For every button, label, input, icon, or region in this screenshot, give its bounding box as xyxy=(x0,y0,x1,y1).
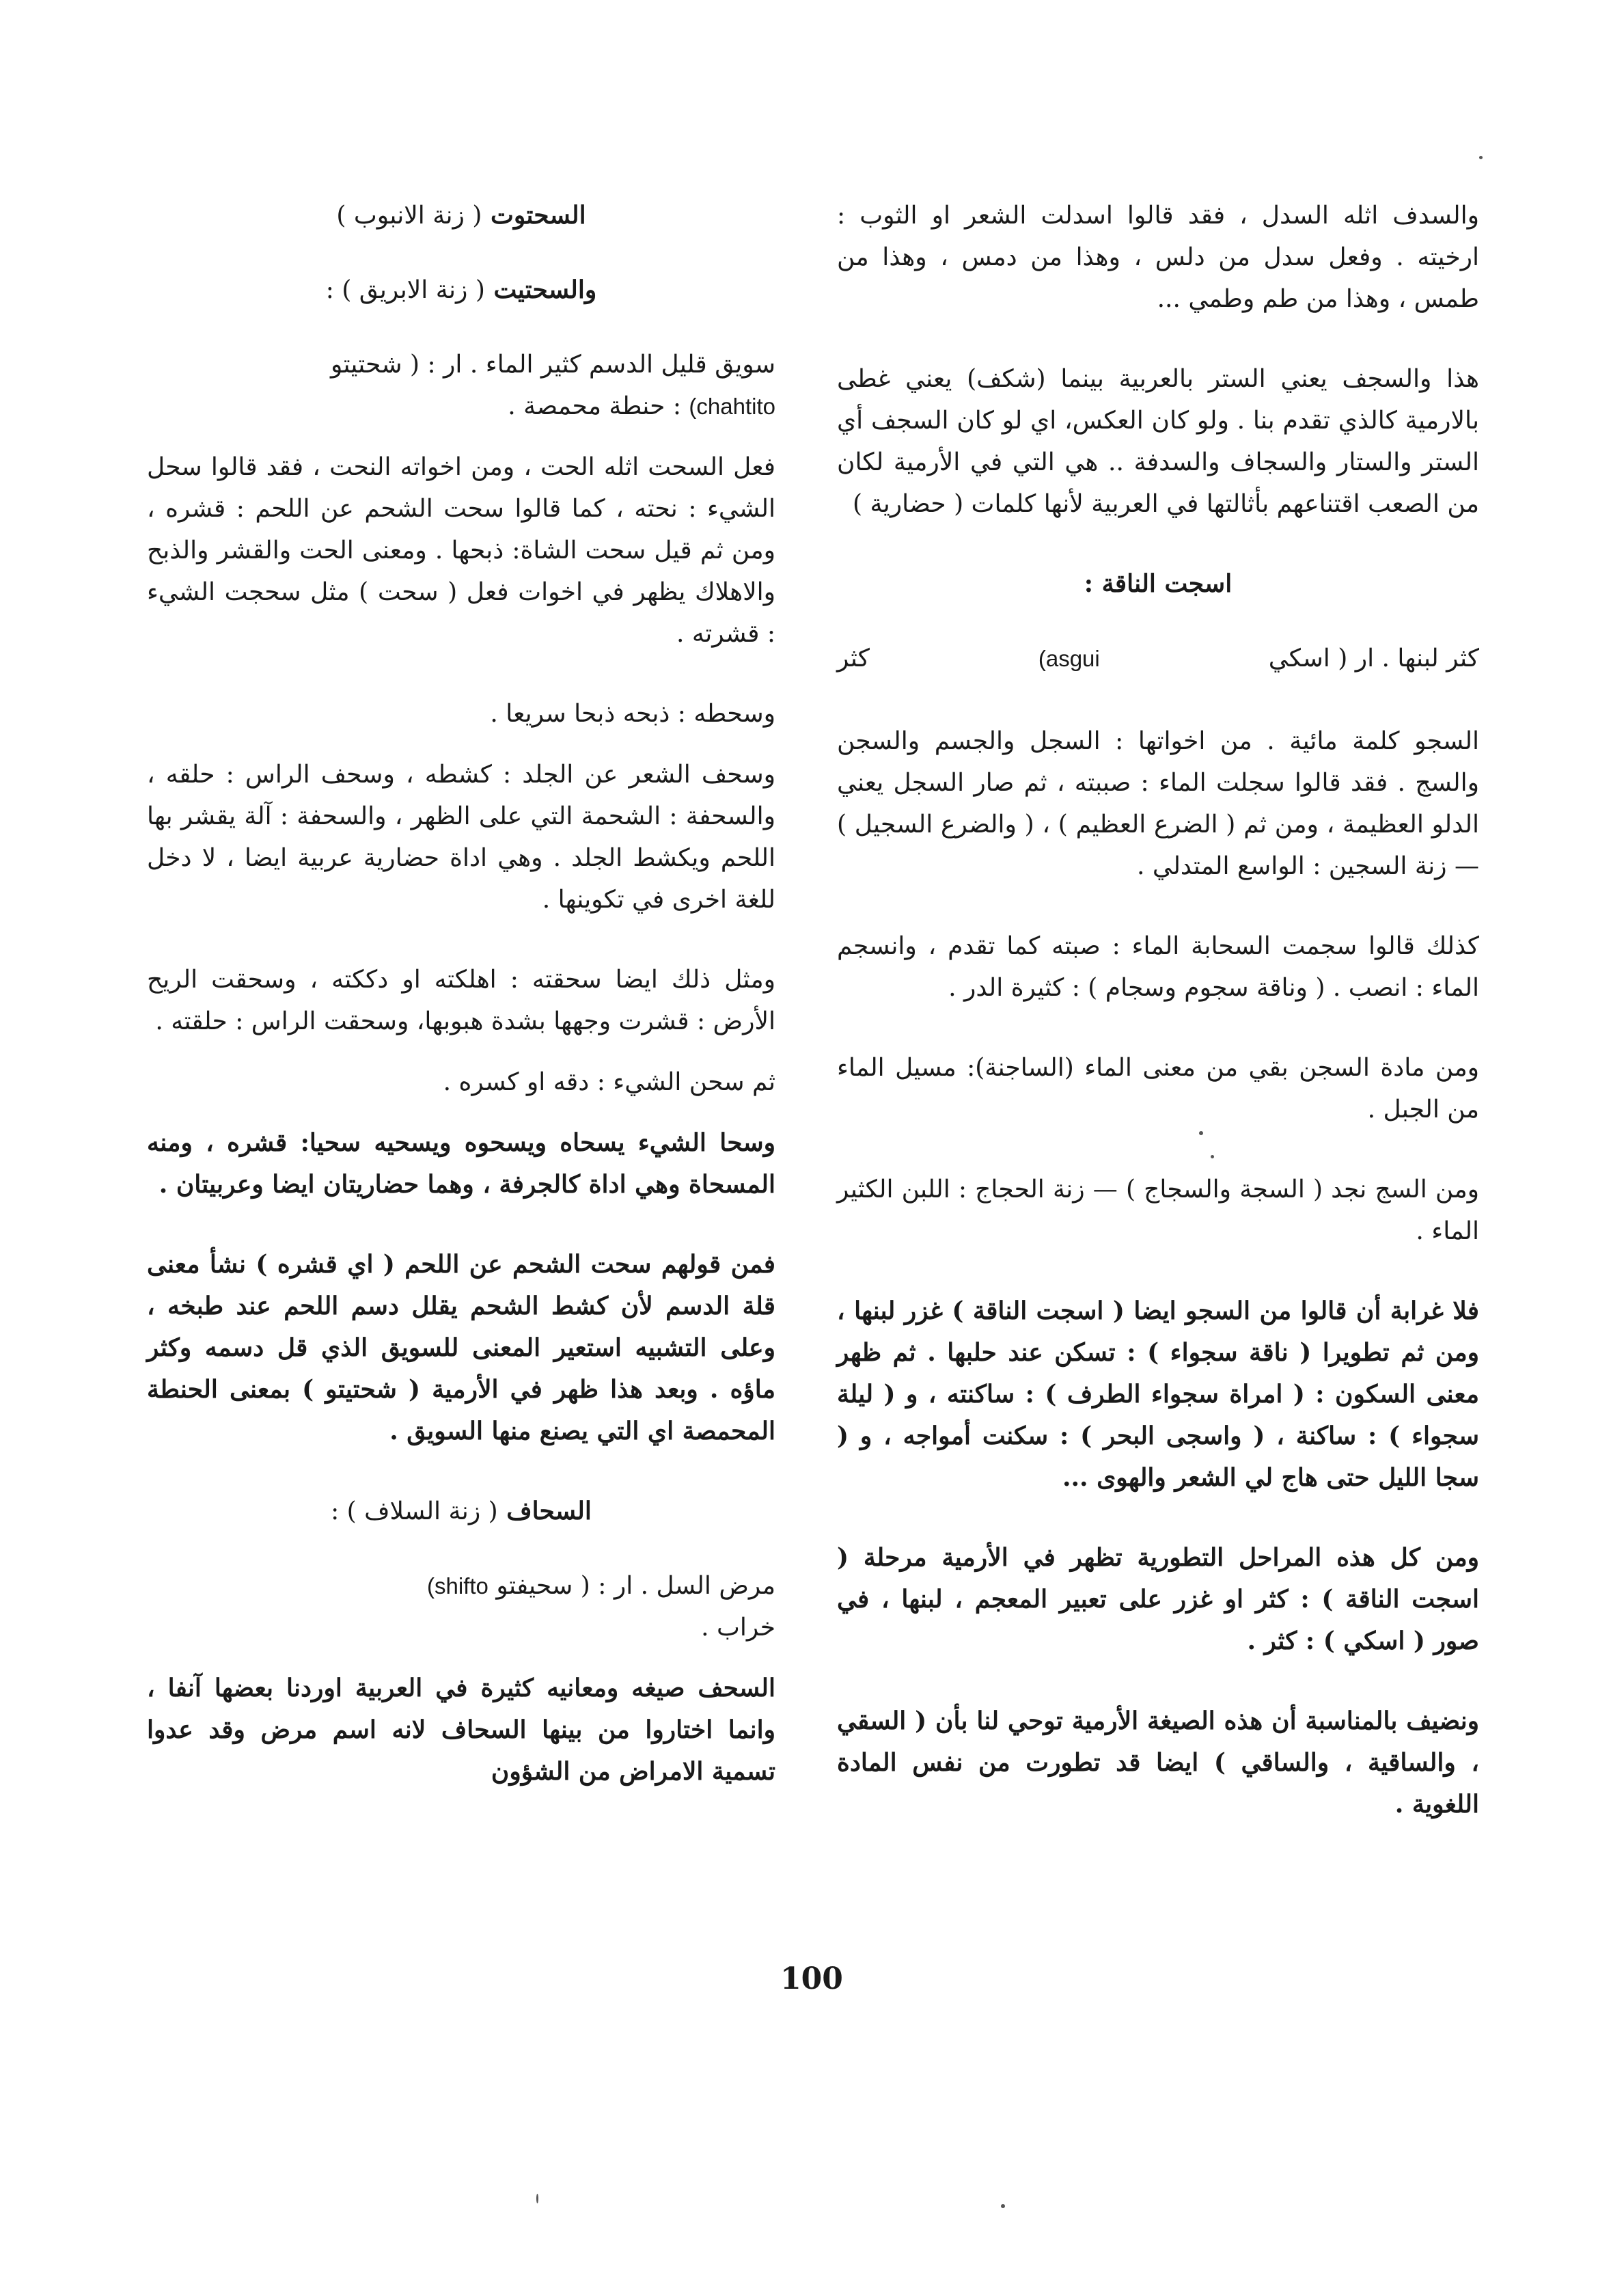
paragraph: السحف صيغه ومعانيه كثيرة في العربية اوردنا بعضها آنفا ، وانما اختاروا من بينها السحاف لانه اسم مرض وقد عدوا تسمية الامراض من الشؤون xyxy=(147,1674,775,1786)
scan-speck xyxy=(1479,156,1483,159)
paragraph: وسحا الشيء يسحاه ويسحوه ويسحيه سحيا: قشره ، ومنه المسحاة وهي اداة كالجرفة ، وهما حضاريتان ايضا وعربيتان . xyxy=(147,1128,775,1199)
paragraph: فعل السحت اثله الحت ، ومن اخواته النحت ، فقد قالوا سحل الشيء : نحته ، كما قالوا سحت الشحم عن اللحم : قشره ، ومن ثم قيل سحت الشاة: ذبحها . ومعنى الحت والقشر والذبح والاهلاك يظهر في اخوات فعل ( سحت ) مثل سحجت الشيء : قشرته . xyxy=(147,453,775,648)
paragraph: وسحف الشعر عن الجلد : كشطه ، وسحف الراس : حلقه ، والسحفة : الشحمة التي على الظهر ، والسحفة : آلة يقشر بها اللحم ويكشط الجلد . وهي اداة حضارية عربية ايضا ، لا دخل للغة اخرى في تكوينها . xyxy=(147,761,775,914)
definition-line-2 xyxy=(147,385,775,427)
paragraph: ومن كل هذه المراحل التطورية تظهر في الأرمية مرحلة ( اسجت الناقة ) : كثر او غزر على تعبير المعجم ، لبنها ، في صور ( اسكي ) : كثر . xyxy=(837,1543,1479,1655)
right-column xyxy=(837,195,1479,1864)
definition-text: كثر لبنها . ار ( اسكي xyxy=(1268,644,1479,672)
transliteration: (shifto xyxy=(427,1573,488,1599)
heading-pattern: ( زنة الانبوب ) xyxy=(336,202,482,230)
entry-heading-asjat: اسجت الناقة : xyxy=(1084,569,1233,598)
entry-heading-suhaf xyxy=(147,1491,775,1532)
scan-speck xyxy=(1001,2204,1005,2208)
definition-gloss: : حنطة محمصة . xyxy=(508,392,681,420)
heading-word: والسحتيت xyxy=(493,275,597,304)
paragraph: ومن مادة السجن بقي من معنى الماء (الساجنة): مسيل الماء من الجبل . xyxy=(837,1054,1479,1124)
paragraph: ثم سحن الشيء : دقه او كسره . xyxy=(443,1068,775,1096)
transliteration: (asgui xyxy=(1038,646,1100,671)
heading-pattern: ( زنة السلاف ) : xyxy=(331,1497,498,1525)
paragraph: ونضيف بالمناسبة أن هذه الصيغة الأرمية توحي لنا بأن ( السقي ، والساقية ، والساقي ) ايضا قد تطورت من نفس المادة اللغوية . xyxy=(837,1707,1479,1819)
paragraph: ومثل ذلك ايضا سحقته : اهلكته او دككته ، وسحقت الريح الأرض : قشرت وجهها بشدة هبوبها، وسحقت الراس : حلقته . xyxy=(147,966,775,1035)
paragraph: السجو كلمة مائية . من اخواتها : السجل والجسم والسجن والسج . فقد قالوا سجلت الماء : صببته ، ثم صار السجل يعني الدلو العظيمة ، ومن ثم ( الضرع العظيم ) ، ( والضرع السجيل ) — زنة السجين : الواسع المتدلي . xyxy=(837,727,1479,880)
paragraph: ومن السج نجد ( السجة والسجاج ) — زنة الحجاج : اللبن الكثير الماء . xyxy=(837,1175,1479,1245)
paragraph: فلا غرابة أن قالوا من السجو ايضا ( اسجت الناقة ) غزر لبنها ، ومن ثم تطويرا ( ناقة سجواء ) : تسكن عند حلبها . ثم ظهر معنى السكون : ( امراة سجواء الطرف ) : ساكنته ، و ( ليلة سجواء ) : ساكنة ، ( واسجى البحر ) : سكنت أمواجه ، و ( سجا الليل حتى هاج لي الشعر والهوى ... xyxy=(837,1296,1479,1492)
heading-pattern: ( زنة الابريق ) : xyxy=(325,276,485,304)
page-number: 100 xyxy=(780,1961,843,1996)
transliteration: (chahtito xyxy=(689,394,775,419)
entry-definition-asjat xyxy=(837,638,1479,679)
scan-speck xyxy=(536,2194,538,2203)
paragraph: والسدف اثله السدل ، فقد قالوا اسدلت الشعر او الثوب : ارخيته . وفعل سدل من دلس ، وهذا من دمس ، وهذا من طمس ، وهذا من طم وطمي ... xyxy=(837,202,1479,313)
definition-gloss: كثر xyxy=(837,644,870,672)
entry-heading-sahtut xyxy=(147,195,775,236)
definition-text: مرض السل . ار : ( سحيفتو xyxy=(496,1572,775,1600)
paragraph: هذا والسجف يعني الستر بالعربية بينما (شكف) يعني غطى بالارمية كالذي تقدم بنا . ولو كان العكس، اي لو كان السجف أي الستر والستار والسجاف والسدفة .. هي التي في الأرمية لكان من الصعب اقتناعهم بأثالتها في العربية لأنها كلمات ( حضارية ) xyxy=(837,365,1479,518)
entry-definition-suhaf xyxy=(147,1565,775,1648)
paragraph: وسحطه : ذبحه ذبحا سريعا . xyxy=(490,700,775,728)
paragraph: كذلك قالوا سجمت السحابة الماء : صبته كما تقدم ، وانسجم الماء : انصب . ( وناقة سجوم وسجام ) : كثيرة الدر . xyxy=(837,932,1479,1002)
entry-definition-sahtit xyxy=(147,344,775,427)
scan-speck xyxy=(1199,1131,1203,1135)
heading-word: السحتوت xyxy=(490,201,586,230)
scan-speck xyxy=(1211,1155,1214,1158)
definition-text: سويق قليل الدسم كثير الماء . ار : ( شحتيتو xyxy=(330,351,775,379)
left-column xyxy=(147,195,775,1831)
paragraph: فمن قولهم سحت الشحم عن اللحم ( اي قشره ) نشأ معنى قلة الدسم لأن كشط الشحم يقلل دسم اللحم عند طبخه ، وعلى التشبيه استعير المعنى للسويق الذي قل دسمه وكثر ماؤه . وبعد هذا ظهر في الأرمية ( شحتيتو ) بمعنى الحنطة المحمصة اي التي يصنع منها السويق . xyxy=(147,1250,775,1445)
definition-gloss: خراب . xyxy=(701,1614,775,1642)
heading-word: السحاف xyxy=(506,1497,592,1525)
definition-line-1 xyxy=(147,1565,775,1607)
entry-heading-sahtit xyxy=(147,269,775,311)
